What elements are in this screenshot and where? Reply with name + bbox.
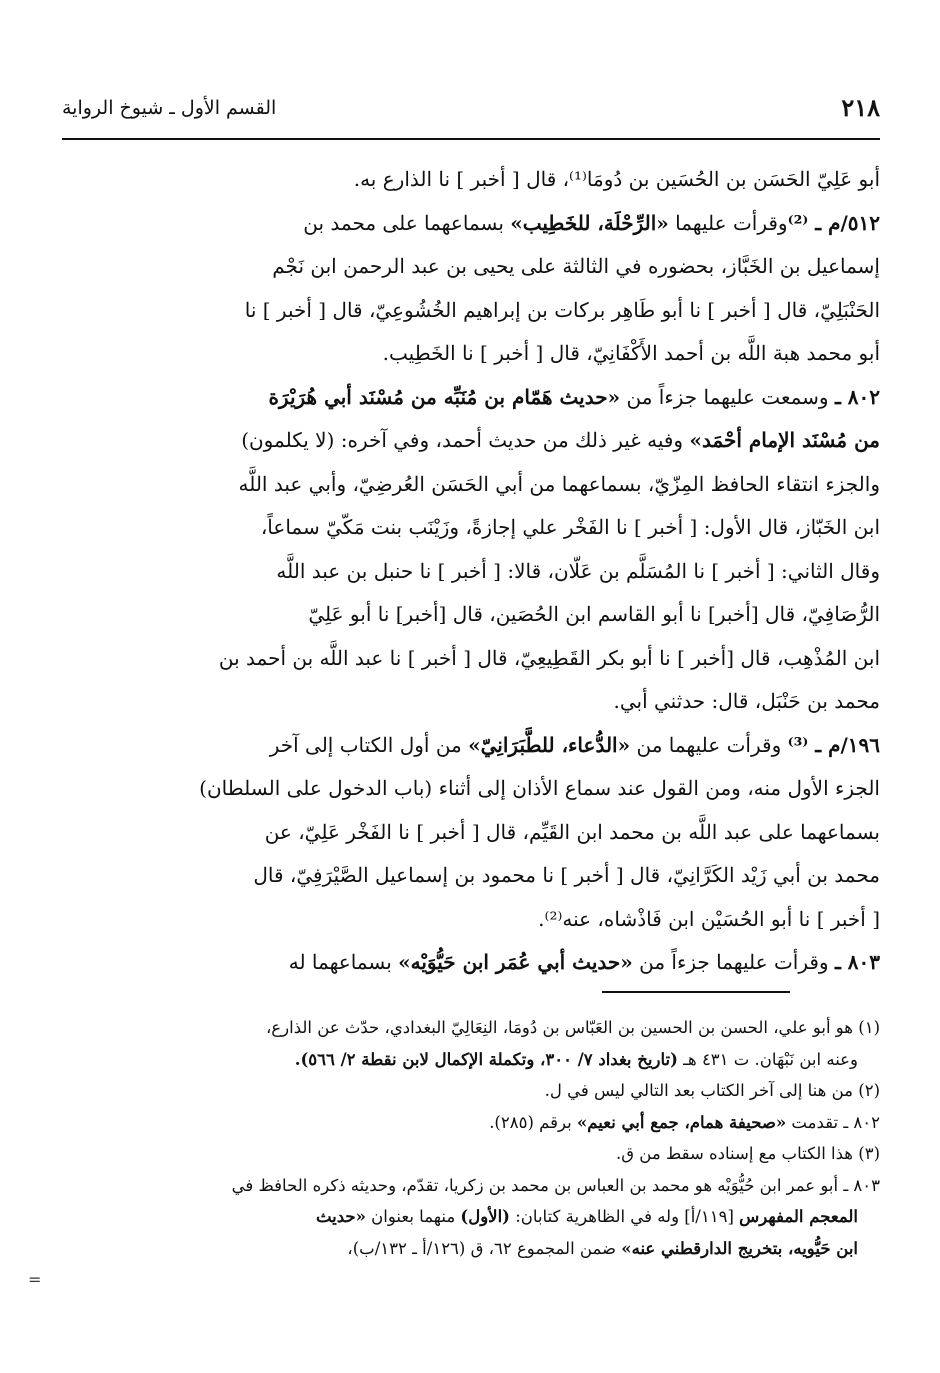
footnote-2: (٢) من هنا إلى آخر الكتاب بعد التالي ليس في ل. (544, 1081, 880, 1100)
book-title: «الدُّعاء، للطَّبَرَانِيّ» (468, 732, 631, 757)
text-run: وسمعت عليهما جزءاً من (620, 384, 835, 409)
footnote-802 (62, 1107, 880, 1139)
footnotes (62, 1012, 880, 1264)
entry-803 (62, 941, 880, 985)
text-line: والجزء انتقاء الحافظ المِزّيّ، بسماعهما من أبي الحَسَن العُرضِيّ، وأبي عبد اللَّه (238, 471, 880, 496)
text-run: من أول الكتاب إلى آخر (269, 732, 469, 757)
entry-number: ٨٠٣ ـ (834, 950, 880, 974)
footnote-1: (١) هو أبو علي، الحسن بن الحسين بن العَبّاس بن دُومَا، النِعَالِيّ البغدادي، حدّث عن الذارع، (265, 1018, 880, 1037)
entry-512 (62, 202, 880, 246)
text-run: ٨٠٢ ـ تقدمت (786, 1112, 880, 1132)
text-run: وقرأت عليهما من (630, 732, 788, 757)
page-number: ٢١٨ (841, 93, 880, 122)
text-run: وفيه غير ذلك من حديث أحمد، وفي آخره: (لا يكلمون) (241, 428, 690, 452)
text-run: ضمن المجموع ٦٢، ق (١٢٦/أ ـ ١٣٢/ب)، (347, 1238, 622, 1258)
page-header (62, 88, 880, 128)
text-line: محمد بن حَنْبَل، قال: حدثني أبي. (613, 689, 880, 713)
citation: المعجم المفهرس (739, 1207, 858, 1226)
footnote-803-cont (62, 1201, 880, 1233)
text-line: محمد بن أبي زَيْد الكَرَّانِيّ، قال [ أخبر ] نا محمود بن إسماعيل الصَّيْرَفِيّ، قال (253, 863, 880, 887)
footnote-separator (602, 991, 790, 993)
text-line: الجزء الأول منه، ومن القول عند سماع الأذان إلى أثناء (باب الدخول على السلطان) (199, 776, 880, 800)
continuation-mark: = (28, 1270, 42, 1289)
citation: (الأول) (460, 1207, 510, 1226)
text-run: وقرأت عليهما جزءاً من (632, 950, 835, 974)
text-line: بسماعهما على عبد اللَّه بن محمد ابن القَيِّم، قال [ أخبر ] نا الفَخْر عَلِيّ، عن (264, 819, 880, 844)
footnote-3: (٣) هذا الكتاب مع إسناده سقط من ق. (616, 1144, 880, 1163)
book-title: «الرِّحْلَة، للخَطِيب» (510, 210, 669, 235)
entry-196 (62, 724, 880, 768)
text-run: وعنه ابن نَبْهَان. ت ٤٣١ هـ (677, 1049, 858, 1069)
footnote-803-cont (62, 1233, 880, 1265)
text-run: وقرأت عليهما (668, 210, 788, 235)
entry-number: ٨٠٢ ـ (834, 384, 880, 409)
footnote-1-cont (62, 1044, 880, 1076)
text-run: برقم (٢٨٥). (489, 1112, 577, 1132)
footnote-803: ٨٠٣ ـ أبو عمر ابن حُيُّوَيْه هو محمد بن العباس بن محمد بن زكريا، تقدّم، وحديثه ذكره الحافظ في (231, 1175, 880, 1195)
text-run: منهما بعنوان (365, 1207, 461, 1226)
book-title: من مُسْنَد الإمام أحْمَد» (689, 428, 880, 452)
citation: «حديث (315, 1207, 366, 1226)
book-title: «حديث هَمّام بن مُنَبِّه من مُسْنَد أبي هُرَيْرَة (268, 384, 621, 409)
entry-number: ٥١٢/م ـ ⁽²⁾ (787, 210, 880, 235)
book-title: «حديث أبي عُمَر ابن حَيُّوَيْه» (398, 950, 633, 974)
citation: ابن حَيُّويه، بتخريج الدارقطني عنه» (621, 1238, 858, 1258)
header-rule (62, 138, 880, 140)
text-line: إسماعيل بن الخَبَّاز، بحضوره في الثالثة على يحيى بن عبد الرحمن ابن نَجْم (272, 254, 880, 278)
text-line: وقال الثاني: [ أخبر ] نا المُسَلَّم بن عَلّان، قالا: [ أخبر ] نا حنبل بن عبد اللَّه (276, 558, 880, 583)
text-line: أبو محمد هبة اللَّه بن أحمد الأَكْفَانِيّ، قال [ أخبر ] نا الخَطِيب. (382, 341, 880, 365)
entry-number: ١٩٦/م ـ ⁽³⁾ (787, 732, 880, 757)
citation: (تاريخ بغداد ٧/ ٣٠٠، وتكملة الإكمال لابن نقطة ٢/ ٥٦٦). (294, 1049, 678, 1069)
text-run: [١١٩/أ] وله في الظاهرية كتابان: (510, 1207, 740, 1226)
text-run: بسماعهما له (288, 950, 399, 974)
text-line (62, 419, 880, 463)
text-run: بسماعهما على محمد بن (303, 210, 511, 235)
running-title: القسم الأول ـ شيوخ الرواية (62, 97, 277, 119)
text-line: ابن الخَبّاز، قال الأول: [ أخبر ] نا الفَخْر علي إجازةً، وزَيْنَب بنت مَكّيّ سماعاً، (260, 515, 880, 539)
main-text (62, 158, 880, 985)
entry-802 (62, 376, 880, 420)
text-line: الحَنْبَلِيّ، قال [ أخبر ] نا أبو طَاهِر بركات بن إبراهيم الخُشُوعِيّ، قال [ أخبر ] نا (244, 297, 880, 322)
text-line: أبو عَلِيّ الحَسَن بن الحُسَين بن دُومَا⁽¹⁾، قال [ أخبر ] نا الذارع به. (353, 167, 880, 191)
text-line: [ أخبر ] نا أبو الحُسَيْن ابن فَاذْشاه، عنه⁽²⁾. (538, 906, 880, 931)
citation: «صحيفة همام، جمع أبي نعيم» (576, 1112, 787, 1132)
text-line: ابن المُذْهِب، قال [أخبر ] نا أبو بكر القَطِيعِيّ، قال [ أخبر ] نا عبد اللَّه بن أحمد بن (218, 645, 880, 670)
text-line: الرُّصَافِيّ، قال [أخبر] نا أبو القاسم ابن الحُصَين، قال [أخبر] نا أبو عَلِيّ (308, 602, 880, 626)
